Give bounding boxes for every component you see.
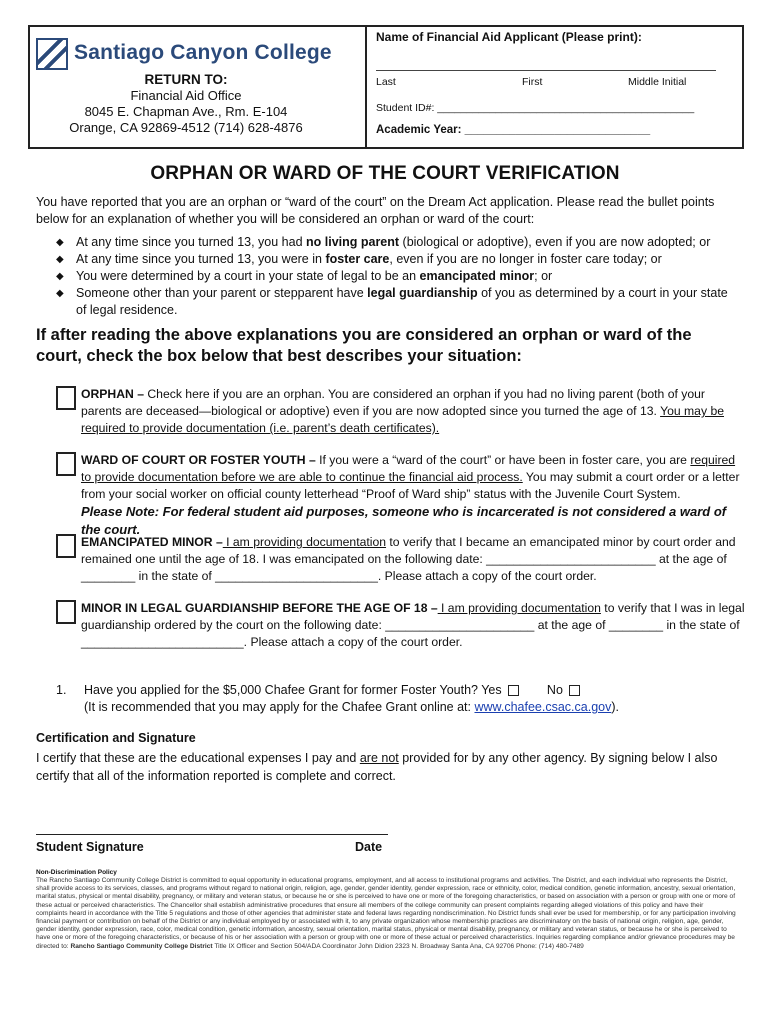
certification-text bbox=[36, 749, 736, 785]
college-emblem-icon bbox=[36, 38, 68, 70]
bullet-emphasis: foster care bbox=[325, 252, 390, 266]
date-label: Date bbox=[355, 840, 383, 854]
college-name: Santiago Canyon College bbox=[74, 41, 332, 64]
orphan-doc-note: You may be required to provide documentation (i.e. parent’s death certificates). bbox=[81, 404, 724, 435]
ward-checkbox[interactable] bbox=[56, 452, 76, 476]
return-address bbox=[36, 72, 336, 136]
ward-title: WARD OF COURT OR FOSTER YOUTH – bbox=[81, 453, 316, 467]
guardianship-description: to verify that I was in legal guardianship ordered by the court on the following date: ______________________ at the age of ________ in the state of ________________________. Please attach a copy of the court order. bbox=[81, 601, 745, 649]
emancipated-text bbox=[81, 534, 746, 585]
guardianship-option bbox=[56, 600, 746, 651]
diamond-bullet-icon: ◆ bbox=[56, 254, 64, 265]
emancipated-title: EMANCIPATED MINOR – bbox=[81, 535, 223, 549]
orphan-description: Check here if you are an orphan. You are considered an orphan if you had no living parent (both of your parents are deceased—biological or adoptive) even if you are now adopted since you turned the age of 13. bbox=[81, 387, 705, 418]
orphan-option bbox=[56, 386, 746, 437]
list-item bbox=[56, 268, 736, 285]
ward-doc-requirement: required to provide documentation before we are able to continue the financial aid process. bbox=[81, 453, 736, 484]
office-address: 8045 E. Chapman Ave., Rm. E-104 bbox=[84, 104, 288, 119]
signature-line[interactable] bbox=[36, 834, 388, 835]
ward-please-note: Please Note: For federal student aid purposes, someone who is incarcerated is not considered a ward of the court. bbox=[81, 504, 727, 537]
certification-emphasis: are not bbox=[359, 751, 399, 765]
district-name: Rancho Santiago Community College District bbox=[70, 942, 213, 950]
page-title: ORPHAN OR WARD OF THE COURT VERIFICATION bbox=[150, 163, 620, 184]
applicant-name-label: Name of Financial Aid Applicant (Please print): bbox=[376, 30, 642, 44]
orphan-title: ORPHAN – bbox=[81, 387, 144, 401]
office-name: Financial Aid Office bbox=[130, 88, 242, 103]
chafee-question bbox=[56, 682, 746, 716]
student-signature-label: Student Signature bbox=[36, 840, 144, 854]
guardianship-doc-link: I am providing documentation bbox=[437, 601, 601, 615]
criteria-list bbox=[56, 234, 736, 319]
applicant-name-field[interactable] bbox=[376, 70, 716, 71]
nondiscrimination-heading: Non-Discrimination Policy bbox=[36, 869, 117, 876]
no-checkbox[interactable] bbox=[569, 685, 580, 696]
ward-description-continued: You may submit a court order or a letter from your social worker on official county letterhead “Proof of Ward ship” status with the Juvenile Court System. bbox=[81, 470, 740, 501]
diamond-bullet-icon: ◆ bbox=[56, 288, 64, 299]
ward-text bbox=[81, 452, 746, 539]
emancipated-option bbox=[56, 534, 746, 585]
bullet-text: , even if you are no longer in foster care today; or bbox=[389, 252, 662, 266]
first-name-label: First bbox=[522, 76, 543, 88]
instruction-heading: If after reading the above explanations you are considered an orphan or ward of the court, check the box below that best describes your situation: bbox=[36, 326, 692, 365]
ward-option bbox=[56, 452, 746, 539]
orphan-text bbox=[81, 386, 746, 437]
bullet-text: Someone other than your parent or stepparent have bbox=[76, 286, 368, 300]
question-body bbox=[84, 682, 746, 716]
nondiscrimination-body: The Rancho Santiago Community College District is committed to equal opportunity in educational programs, employment, and all access to institutional programs and activities. The District, and each individual who represents the District, shall provide access to its services, classes, and programs without regard to national origin, religion, age, gender, gender identity, gender expression, race or ethnicity, color, medical condition, genetic information, ancestry, sexual orientation, marital status, physical or mental disability, pregnancy, or military and veteran status, or because he or she is perceived to have one or more of the foregoing characteristics, or based on association with a person or group with one or more of these actual or perceived characteristics. The Chancellor shall establish administrative procedures that ensure all members of the college community can present complaints regarding alleged violations of this policy and have their complaints heard in accordance with the Title 5 regulations and those of other agencies that administer state and federal laws regarding nondiscrimination. No District funds shall ever be used for membership, or for any participation involving financial payment or contribution on behalf of the District or any individual employed by or associated with it, to any private organization whose membership practices are discriminatory on the basis of national origin, religion, age, gender, gender identity, gender expression, race, color, medical condition, genetic information, ancestry, sexual orientation, marital status, physical or mental disability, pregnancy, or military and veteran status, or because he or she is perceived to have one or more of the foregoing characteristics, or because of his or her association with a person or group with one or more of these actual or perceived characteristics. Inquiries regarding compliance and/or grievance procedures may be directed to: bbox=[36, 877, 736, 950]
bullet-emphasis: emancipated minor bbox=[419, 269, 535, 283]
applicant-info bbox=[376, 30, 738, 145]
question-number: 1. bbox=[56, 683, 67, 697]
certification-text-start: I certify that these are the educational expenses I pay and bbox=[36, 751, 360, 765]
coordinator-contact: Title IX Officer and Section 504/ADA Coordinator John Didion 2323 N. Broadway Santa Ana, CA 92706 Phone: (714) 480-7489 bbox=[212, 942, 584, 950]
list-item bbox=[56, 251, 736, 268]
bullet-text: You were determined by a court in your state of legal to be an bbox=[76, 269, 420, 283]
emancipated-doc-link: I am providing documentation bbox=[222, 535, 387, 549]
chafee-recommendation: (It is recommended that you may apply for the Chafee Grant online at: bbox=[84, 700, 475, 714]
certification-text-end: provided for by any other agency. By signing below I also certify that all of the information reported is complete and correct. bbox=[36, 751, 718, 783]
student-id-field[interactable]: Student ID#: ____________________________________________ bbox=[376, 102, 695, 114]
nondiscrimination-text bbox=[36, 877, 736, 951]
bullet-text: At any time since you turned 13, you had bbox=[76, 235, 306, 249]
guardianship-title: MINOR IN LEGAL GUARDIANSHIP BEFORE THE AGE OF 18 – bbox=[81, 601, 438, 615]
guardianship-text bbox=[81, 600, 746, 651]
chafee-link[interactable]: www.chafee.csac.ca.gov bbox=[474, 700, 612, 714]
bullet-text: (biological or adoptive), even if you are now adopted; or bbox=[399, 235, 711, 249]
diamond-bullet-icon: ◆ bbox=[56, 237, 64, 248]
ward-description: If you were a “ward of the court” or have been in foster care, you are bbox=[315, 453, 691, 467]
bullet-text: of you as determined by a court in your state of legal residence. bbox=[76, 286, 728, 317]
header-divider bbox=[365, 27, 367, 147]
guardianship-checkbox[interactable] bbox=[56, 600, 76, 624]
bullet-text: ; or bbox=[534, 269, 553, 283]
list-item bbox=[56, 234, 736, 251]
list-item bbox=[56, 285, 736, 319]
emancipated-description: to verify that I became an emancipated minor by court order and remained one until the age of 18. I was emancipated on the following date: _________________________ at the age of ________ in the state of ________________________. Please attach a copy of the court order. bbox=[81, 535, 736, 583]
question-text: Have you applied for the $5,000 Chafee Grant for former Foster Youth? Yes bbox=[84, 683, 502, 697]
last-name-label: Last bbox=[376, 76, 396, 88]
certification-heading: Certification and Signature bbox=[36, 731, 196, 745]
bullet-text: At any time since you turned 13, you were in bbox=[76, 252, 326, 266]
academic-year-field[interactable]: Academic Year: _____________________________ bbox=[376, 124, 651, 136]
diamond-bullet-icon: ◆ bbox=[56, 271, 64, 282]
intro-paragraph: You have reported that you are an orphan or “ward of the court” on the Dream Act application. Please read the bullet points below for an explanation of whether you will be considered an orphan or ward of the court: bbox=[36, 195, 715, 226]
office-city-phone: Orange, CA 92869-4512 (714) 628-4876 bbox=[69, 120, 303, 135]
emancipated-checkbox[interactable] bbox=[56, 534, 76, 558]
bullet-emphasis: legal guardianship bbox=[367, 286, 478, 300]
orphan-checkbox[interactable] bbox=[56, 386, 76, 410]
return-to-label: RETURN TO: bbox=[144, 72, 228, 87]
yes-checkbox[interactable] bbox=[508, 685, 519, 696]
chafee-recommendation-end: ). bbox=[611, 700, 619, 714]
middle-initial-label: Middle Initial bbox=[628, 76, 687, 88]
no-label: No bbox=[546, 683, 563, 697]
bullet-emphasis: no living parent bbox=[306, 235, 400, 249]
college-logo bbox=[36, 38, 336, 70]
